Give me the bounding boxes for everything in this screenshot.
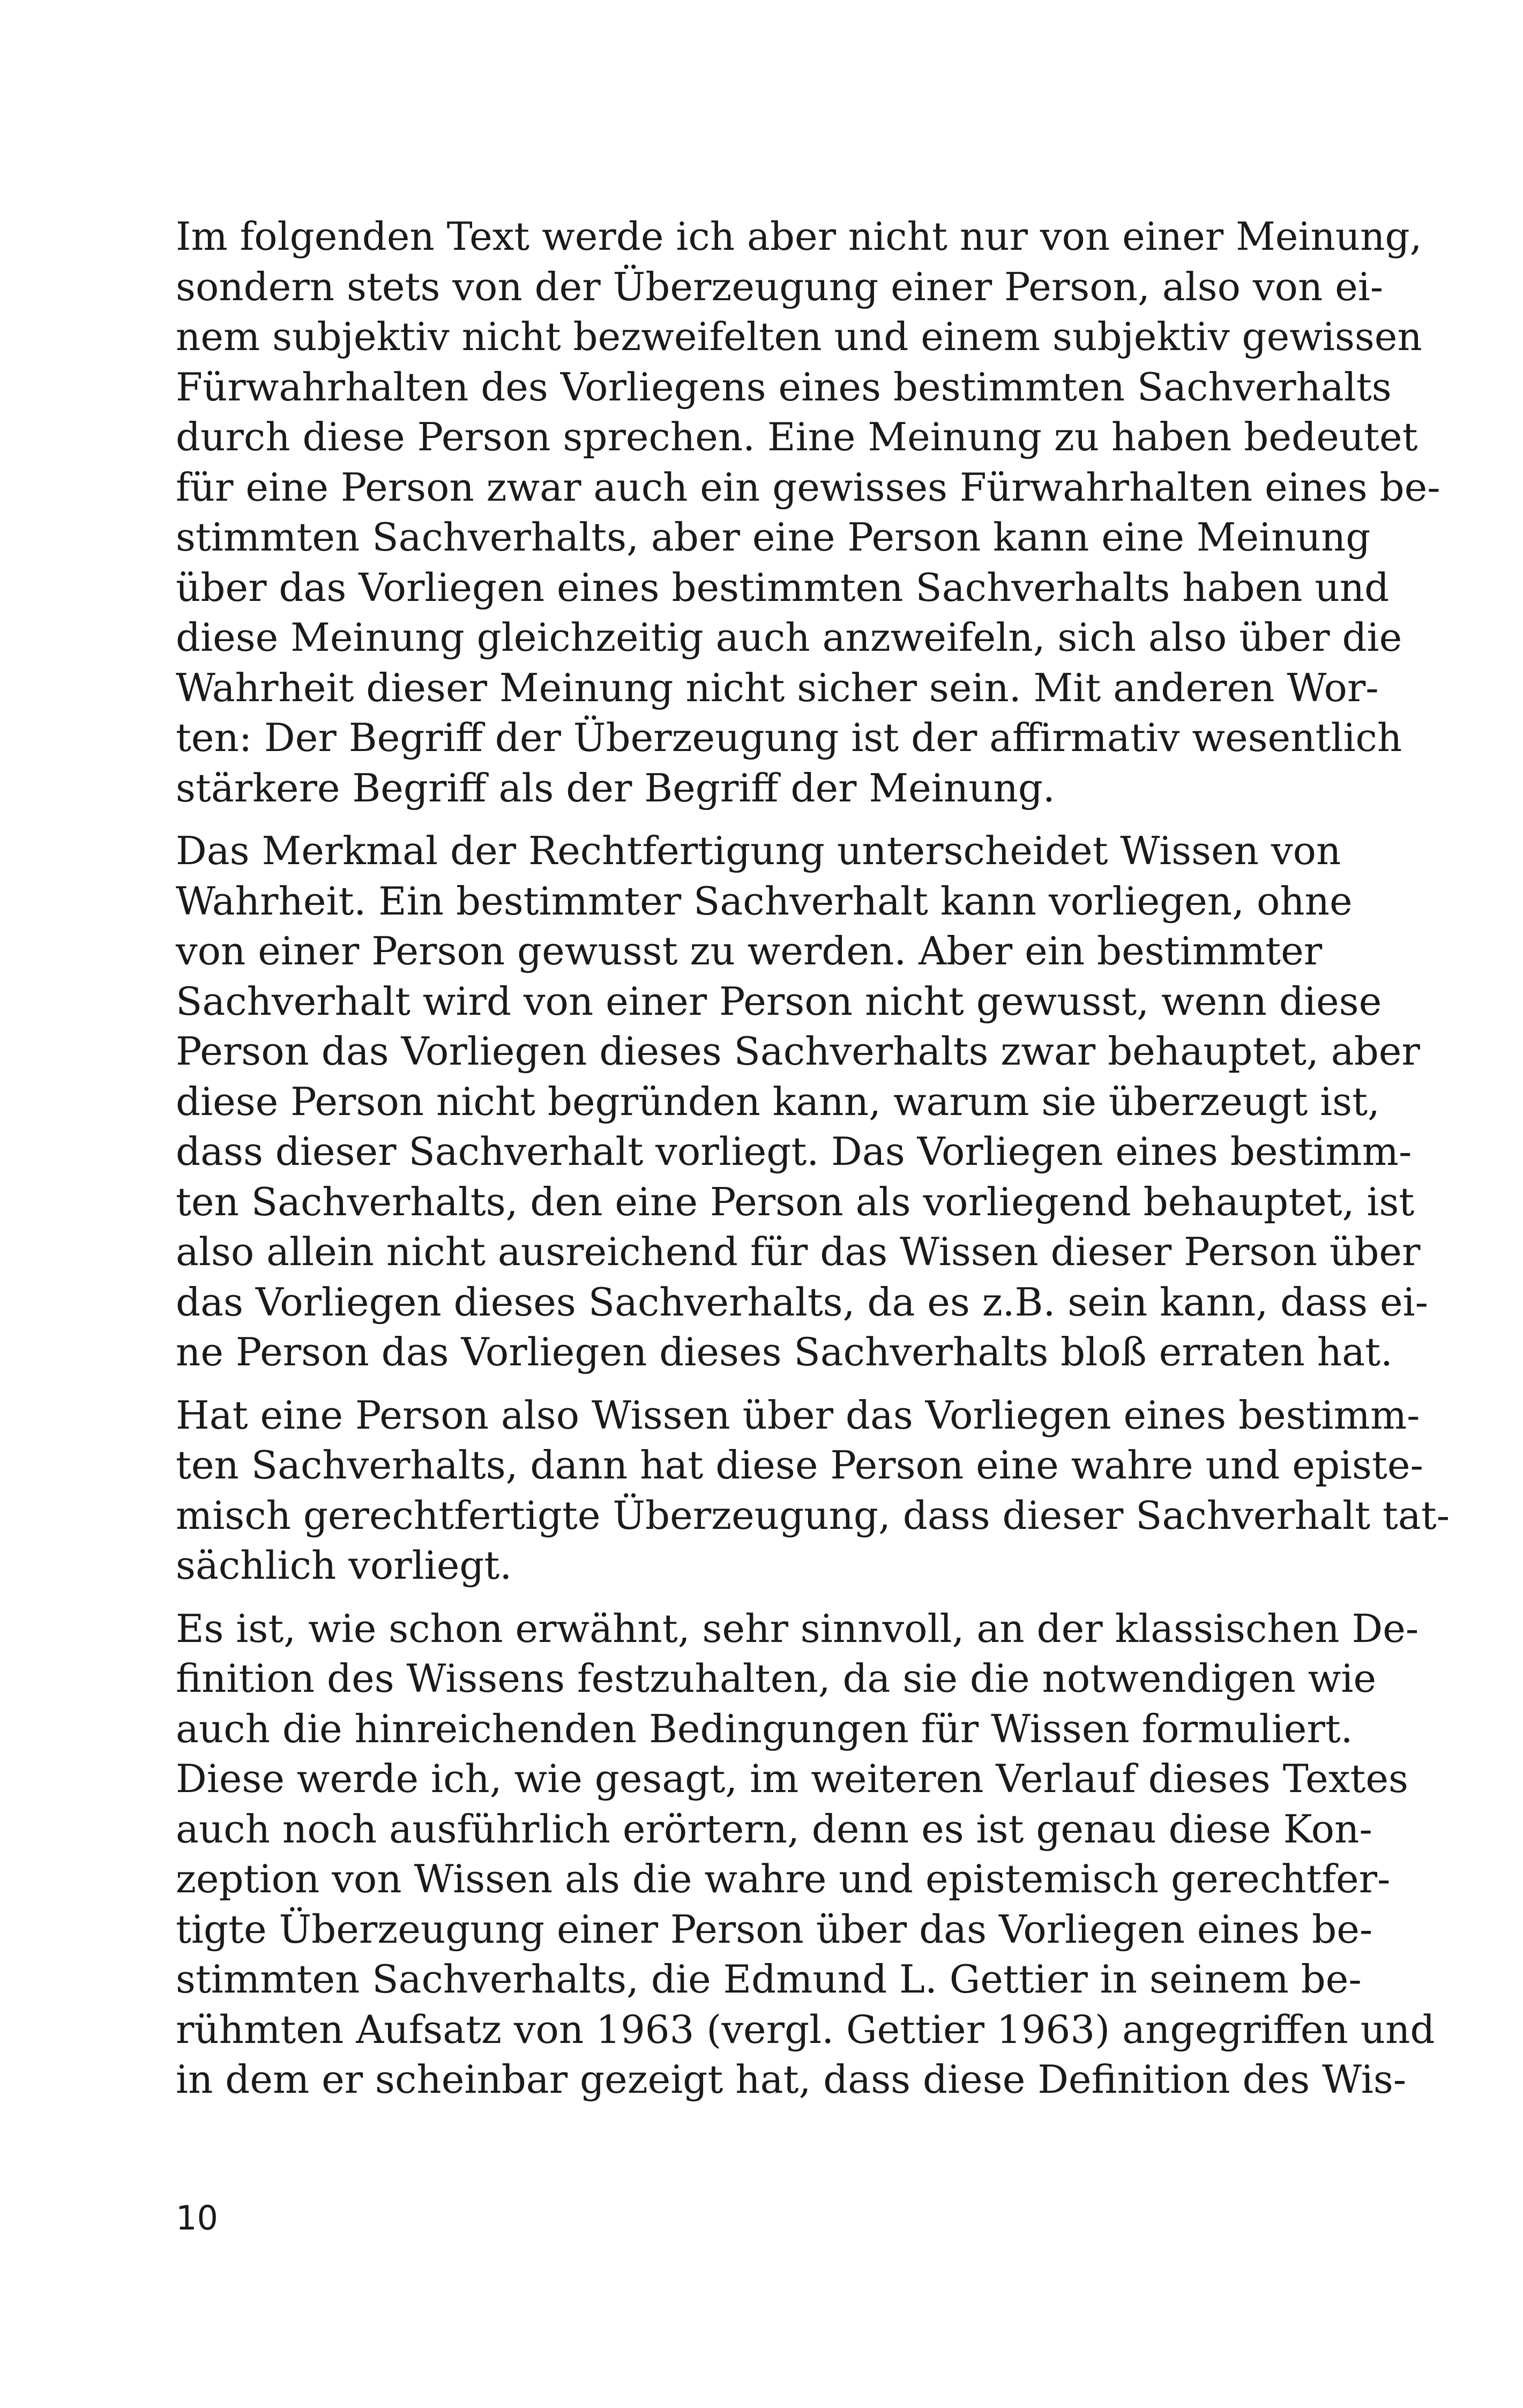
text-line: sondern stets von der Überzeugung einer Person, also von ei- xyxy=(176,264,1384,309)
paragraph xyxy=(176,1604,1435,2105)
text-line: Das Merkmal der Rechtfertigung unterscheidet Wissen von xyxy=(176,828,1341,873)
text-line: Fürwahrhalten des Vorliegens eines bestimmten Sachverhalts xyxy=(176,364,1392,410)
text-line: finition des Wissens festzuhalten, da sie die notwendigen wie xyxy=(176,1656,1377,1701)
paragraph xyxy=(176,212,1440,813)
text-line: auch noch ausführlich erörtern, denn es ist genau diese Kon- xyxy=(176,1806,1372,1852)
text-line: zeption von Wissen als die wahre und epistemisch gerechtfer- xyxy=(176,1856,1391,1901)
text-line: ten Sachverhalts, den eine Person als vorliegend behauptet, ist xyxy=(176,1179,1415,1224)
text-line: also allein nicht ausreichend für das Wissen dieser Person über xyxy=(176,1229,1421,1274)
text-line: Person das Vorliegen dieses Sachverhalts zwar behauptet, aber xyxy=(176,1029,1420,1074)
text-line: Wahrheit dieser Meinung nicht sicher sein. Mit anderen Wor- xyxy=(176,665,1379,710)
text-line: sächlich vorliegt. xyxy=(176,1543,512,1588)
text-line: rühmten Aufsatz von 1963 (vergl. Gettier 1963) angegriffen und xyxy=(176,2006,1435,2052)
text-line: ne Person das Vorliegen dieses Sachverhalts bloß erraten hat. xyxy=(176,1329,1393,1374)
paragraph-gap xyxy=(176,1591,1308,1604)
text-line: über das Vorliegen eines bestimmten Sachverhalts haben und xyxy=(176,564,1390,610)
text-line: das Vorliegen dieses Sachverhalts, da es z.B. sein kann, dass ei- xyxy=(176,1279,1428,1325)
text-line: stimmten Sachverhalts, aber eine Person kann eine Meinung xyxy=(176,515,1371,560)
text-line: tigte Überzeugung einer Person über das Vorliegen eines be- xyxy=(176,1906,1373,1952)
text-line: misch gerechtfertigte Überzeugung, dass dieser Sachverhalt tat- xyxy=(176,1492,1450,1538)
text-line: von einer Person gewusst zu werden. Aber ein bestimmter xyxy=(176,928,1323,973)
text-line: Sachverhalt wird von einer Person nicht gewusst, wenn diese xyxy=(176,978,1382,1024)
paragraph-gap xyxy=(176,813,1308,826)
text-line: auch die hinreichenden Bedingungen für Wissen formuliert. xyxy=(176,1706,1353,1751)
text-line: nem subjektiv nicht bezweifelten und einem subjektiv gewissen xyxy=(176,314,1422,359)
paragraph xyxy=(176,826,1428,1378)
text-line: diese Meinung gleichzeitig auch anzweifeln, sich also über die xyxy=(176,615,1402,660)
text-line: Es ist, wie schon erwähnt, sehr sinnvoll, an der klassischen De- xyxy=(176,1606,1419,1651)
page-number: 10 xyxy=(176,2198,218,2238)
text-line: Wahrheit. Ein bestimmter Sachverhalt kann vorliegen, ohne xyxy=(176,878,1353,924)
text-line: stimmten Sachverhalts, die Edmund L. Gettier in seinem be- xyxy=(176,1957,1362,2002)
text-line: Diese werde ich, wie gesagt, im weiteren Verlauf dieses Textes xyxy=(176,1756,1408,1801)
text-line: ten Sachverhalts, dann hat diese Person eine wahre und episte- xyxy=(176,1443,1423,1488)
text-line: ten: Der Begriff der Überzeugung ist der affirmativ wesentlich xyxy=(176,715,1402,760)
text-line: in dem er scheinbar gezeigt hat, dass diese Definition des Wis- xyxy=(176,2057,1407,2102)
body-text xyxy=(176,212,1450,2105)
paragraph-gap xyxy=(176,1378,1308,1391)
text-line: für eine Person zwar auch ein gewisses Fürwahrhalten eines be- xyxy=(176,464,1440,510)
text-line: durch diese Person sprechen. Eine Meinung zu haben bedeutet xyxy=(176,414,1418,459)
text-line: diese Person nicht begründen kann, warum sie überzeugt ist, xyxy=(176,1079,1380,1124)
paragraph xyxy=(176,1391,1450,1591)
text-line: stärkere Begriff als der Begriff der Meinung. xyxy=(176,765,1055,811)
text-line: Im folgenden Text werde ich aber nicht nur von einer Meinung, xyxy=(176,214,1422,259)
text-line: Hat eine Person also Wissen über das Vorliegen eines bestimm- xyxy=(176,1392,1420,1438)
text-line: dass dieser Sachverhalt vorliegt. Das Vorliegen eines bestimm- xyxy=(176,1129,1412,1174)
